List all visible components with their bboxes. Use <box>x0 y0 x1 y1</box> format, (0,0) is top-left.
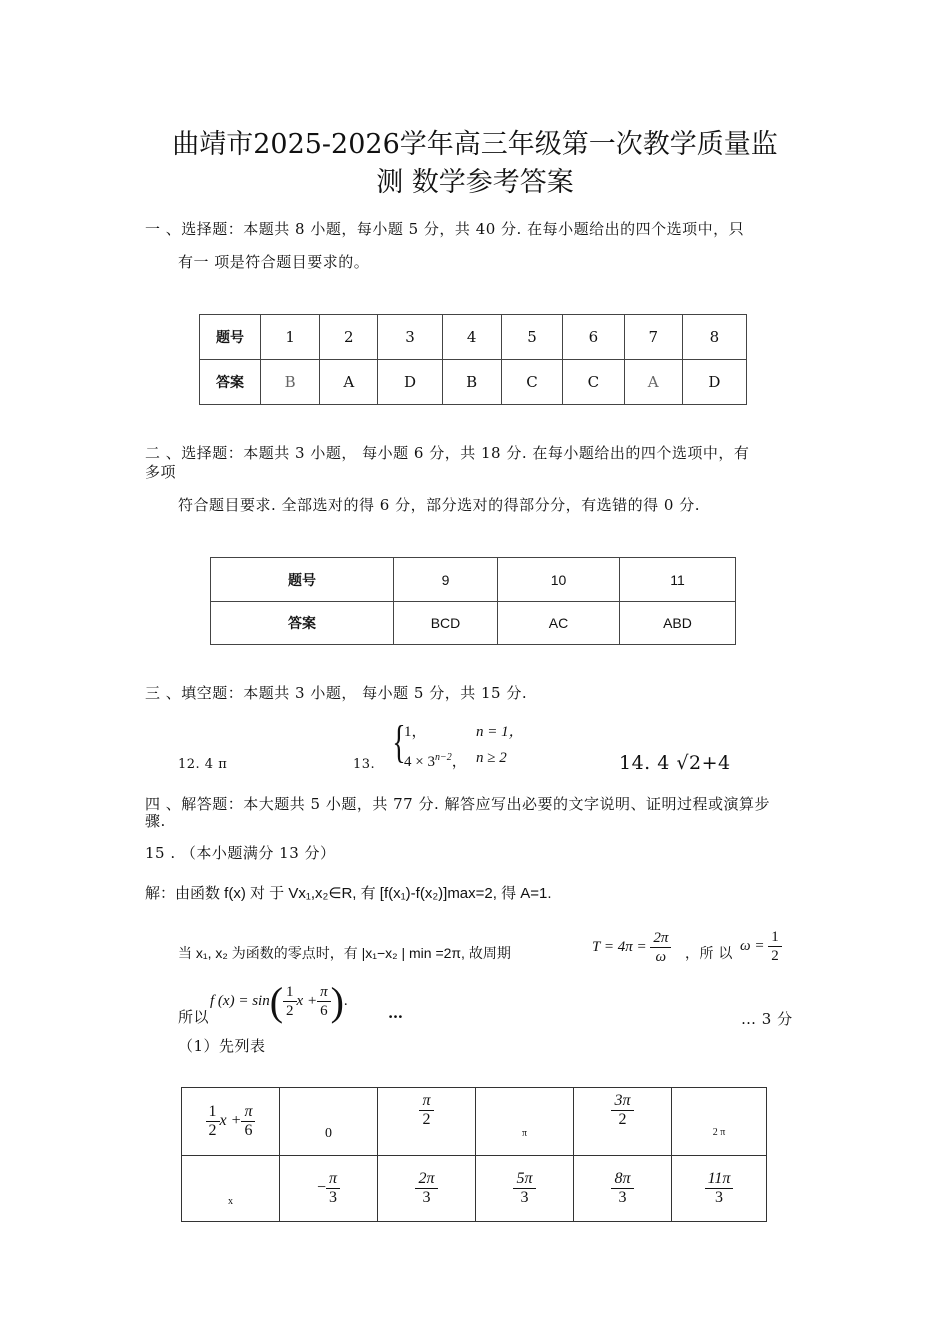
table1-number: 1 <box>261 315 320 360</box>
expr-pi-numerator: π <box>244 1103 253 1120</box>
section1-instruction: 一 、选择题：本题共 8 小题，每小题 5 分，共 40 分. 在每小题给出的四个选项中，只 <box>145 220 745 238</box>
value-table <box>181 1087 767 1222</box>
q15-function-expression: f (x) = sin( $\frac{1}{2}$ x + $\frac{\pi}{6}$ ). <box>210 979 348 1024</box>
q15-omega-numerator: 1 <box>771 929 779 945</box>
expr-half-numerator: 1 <box>208 1103 217 1120</box>
value-table-cell <box>476 1088 574 1156</box>
table1-answer: B <box>442 360 501 405</box>
table2-answer: BCD <box>394 602 498 645</box>
q15-solution-line2: 当 x₁, x₂ 为函数的零点时，有 |x₁−x₂ | min =2π, 故周期 <box>178 945 511 961</box>
table2-answer: ABD <box>620 602 736 645</box>
piecewise-brace: { <box>392 716 406 767</box>
cell-numerator: 8π <box>614 1170 631 1187</box>
q15-heading: 15 . （本小题满分 13 分） <box>145 844 336 862</box>
cell-numerator: 3π <box>614 1092 631 1109</box>
value-table-x-cell <box>182 1156 280 1222</box>
section2-instruction: 二 、选择题：本题共 3 小题， 每小题 6 分，共 18 分. 在每小题给出的四个选项中，有 <box>145 444 750 462</box>
table1-answer: A <box>624 360 682 405</box>
expr-pi-denominator: 6 <box>241 1121 255 1140</box>
q15-period-numerator: 2π <box>653 930 669 946</box>
value-table-cell <box>476 1156 574 1222</box>
table1-answer: D <box>682 360 746 405</box>
q15-score: … 3 分 <box>741 1010 793 1028</box>
value-table-cell <box>672 1088 767 1156</box>
q15-solution-line1: 解：由函数 f(x) 对 于 Vx₁,x₂∈R, 有 [f(x₁)-f(x₂)]max=2, 得 A=1. <box>145 885 552 902</box>
table1-answer: A <box>320 360 378 405</box>
expr-x: x + <box>219 1112 242 1130</box>
cell-numerator: π <box>422 1092 431 1109</box>
cell-denominator: 3 <box>705 1188 734 1207</box>
cell-x-label: x <box>228 1195 233 1207</box>
answer-13-case2-exponent: n−2 <box>434 752 452 763</box>
table1-header-label: 题号 <box>200 315 261 360</box>
table1-number: 7 <box>624 315 682 360</box>
section2-instruction-wrap: 多项 <box>145 463 177 481</box>
table1-number: 3 <box>378 315 442 360</box>
value-table-cell <box>574 1156 672 1222</box>
table1-number: 5 <box>501 315 562 360</box>
table2-number: 11 <box>620 558 736 602</box>
answer-13-case1-value: 1， <box>404 724 427 740</box>
q15-fx-x: x + <box>296 992 318 1009</box>
page-title: 曲靖市2025-2026学年高三年级第一次教学质量监 <box>172 129 778 160</box>
answer-14: 14. 4 √2+4 <box>619 752 731 774</box>
table2-answer: AC <box>498 602 620 645</box>
table1-answer: C <box>563 360 624 405</box>
section4-instruction: 四 、解答题：本大题共 5 小题，共 77 分. 解答应写出必要的文字说明、证明过程或演算步 <box>145 795 771 813</box>
table2-number: 9 <box>394 558 498 602</box>
answer-13-case2 <box>404 750 467 771</box>
value-table-cell <box>378 1088 476 1156</box>
value-table-cell <box>378 1156 476 1222</box>
section3-instruction: 三 、填空题：本题共 3 小题， 每小题 5 分，共 15 分. <box>145 684 528 702</box>
answer-13-case2-separator: ， <box>451 754 467 770</box>
q15-fx-pi-numerator: π <box>320 984 328 1000</box>
answer-13-label: 13. <box>353 757 376 772</box>
q15-omega-lhs: ω = <box>740 937 765 954</box>
cell-numerator: π <box>329 1170 338 1187</box>
table2-number: 10 <box>498 558 620 602</box>
cell-value-pi: π <box>521 1127 528 1139</box>
cell-denominator: 3 <box>513 1188 535 1207</box>
cell-value-zero: 0 <box>325 1125 332 1141</box>
table1-answer: D <box>378 360 442 405</box>
table1-number: 8 <box>682 315 746 360</box>
answer-table-1 <box>199 314 747 405</box>
expr-half-denominator: 2 <box>206 1121 220 1140</box>
cell-denominator: 3 <box>611 1188 633 1207</box>
cell-value-2pi: 2 π <box>712 1126 726 1138</box>
q15-omega-expression <box>740 928 782 965</box>
table2-answer-label: 答案 <box>211 602 394 645</box>
q15-fx-half-denominator: 2 <box>283 1001 297 1020</box>
table1-answer: B <box>261 360 320 405</box>
q15-omega-denominator: 2 <box>768 946 782 965</box>
q15-fx-pi-denominator: 6 <box>317 1001 331 1020</box>
table1-number: 6 <box>563 315 624 360</box>
table1-number: 4 <box>442 315 501 360</box>
answer-13-case2-condition: n ≥ 2 <box>476 750 507 766</box>
q15-fx-half-numerator: 1 <box>286 984 294 1000</box>
answer-12: 12. 4 π <box>178 757 228 772</box>
cell-numerator: 2π <box>418 1170 435 1187</box>
value-table-expr-cell <box>182 1088 280 1156</box>
q15-so-label: 所以 <box>178 1008 210 1026</box>
q15-step1: （1）先列表 <box>178 1037 266 1055</box>
answer-table-2 <box>210 557 736 645</box>
q15-period-lhs: T = 4π = <box>592 938 647 955</box>
table2-header-label: 题号 <box>211 558 394 602</box>
table1-answer: C <box>501 360 562 405</box>
table1-answer-label: 答案 <box>200 360 261 405</box>
q15-fx-end: . <box>343 992 348 1009</box>
page-title-line2: 测 数学参考答案 <box>376 167 574 198</box>
value-table-cell <box>574 1088 672 1156</box>
q15-so-text: ，所 以 <box>685 945 733 961</box>
answer-13-case1-condition: n = 1， <box>476 724 524 740</box>
cell-numerator: 5π <box>516 1170 533 1187</box>
section2-scoring-rule: 符合题目要求. 全部选对的得 6 分，部分选对的得部分分，有选错的得 0 分. <box>178 496 700 514</box>
section4-instruction-wrap: 骤. <box>145 812 166 830</box>
cell-numerator: 11π <box>707 1170 731 1187</box>
section1-instruction-cont: 有一 项是符合题目要求的。 <box>178 253 370 271</box>
q15-fx-lhs: f (x) = sin <box>210 992 270 1009</box>
value-table-cell <box>280 1156 378 1222</box>
table1-number: 2 <box>320 315 378 360</box>
q15-dots: … <box>388 1004 404 1022</box>
q15-period-expression <box>592 929 671 966</box>
cell-denominator: 3 <box>415 1188 437 1207</box>
cell-denominator: 3 <box>326 1188 340 1207</box>
value-table-cell <box>280 1088 378 1156</box>
answer-13-case2-base: 4 × 3 <box>404 754 435 770</box>
q15-period-denominator: ω <box>650 947 671 966</box>
cell-negative-sign: − <box>316 1179 326 1197</box>
value-table-cell <box>672 1156 767 1222</box>
cell-denominator: 2 <box>611 1110 633 1129</box>
cell-denominator: 2 <box>419 1110 433 1129</box>
